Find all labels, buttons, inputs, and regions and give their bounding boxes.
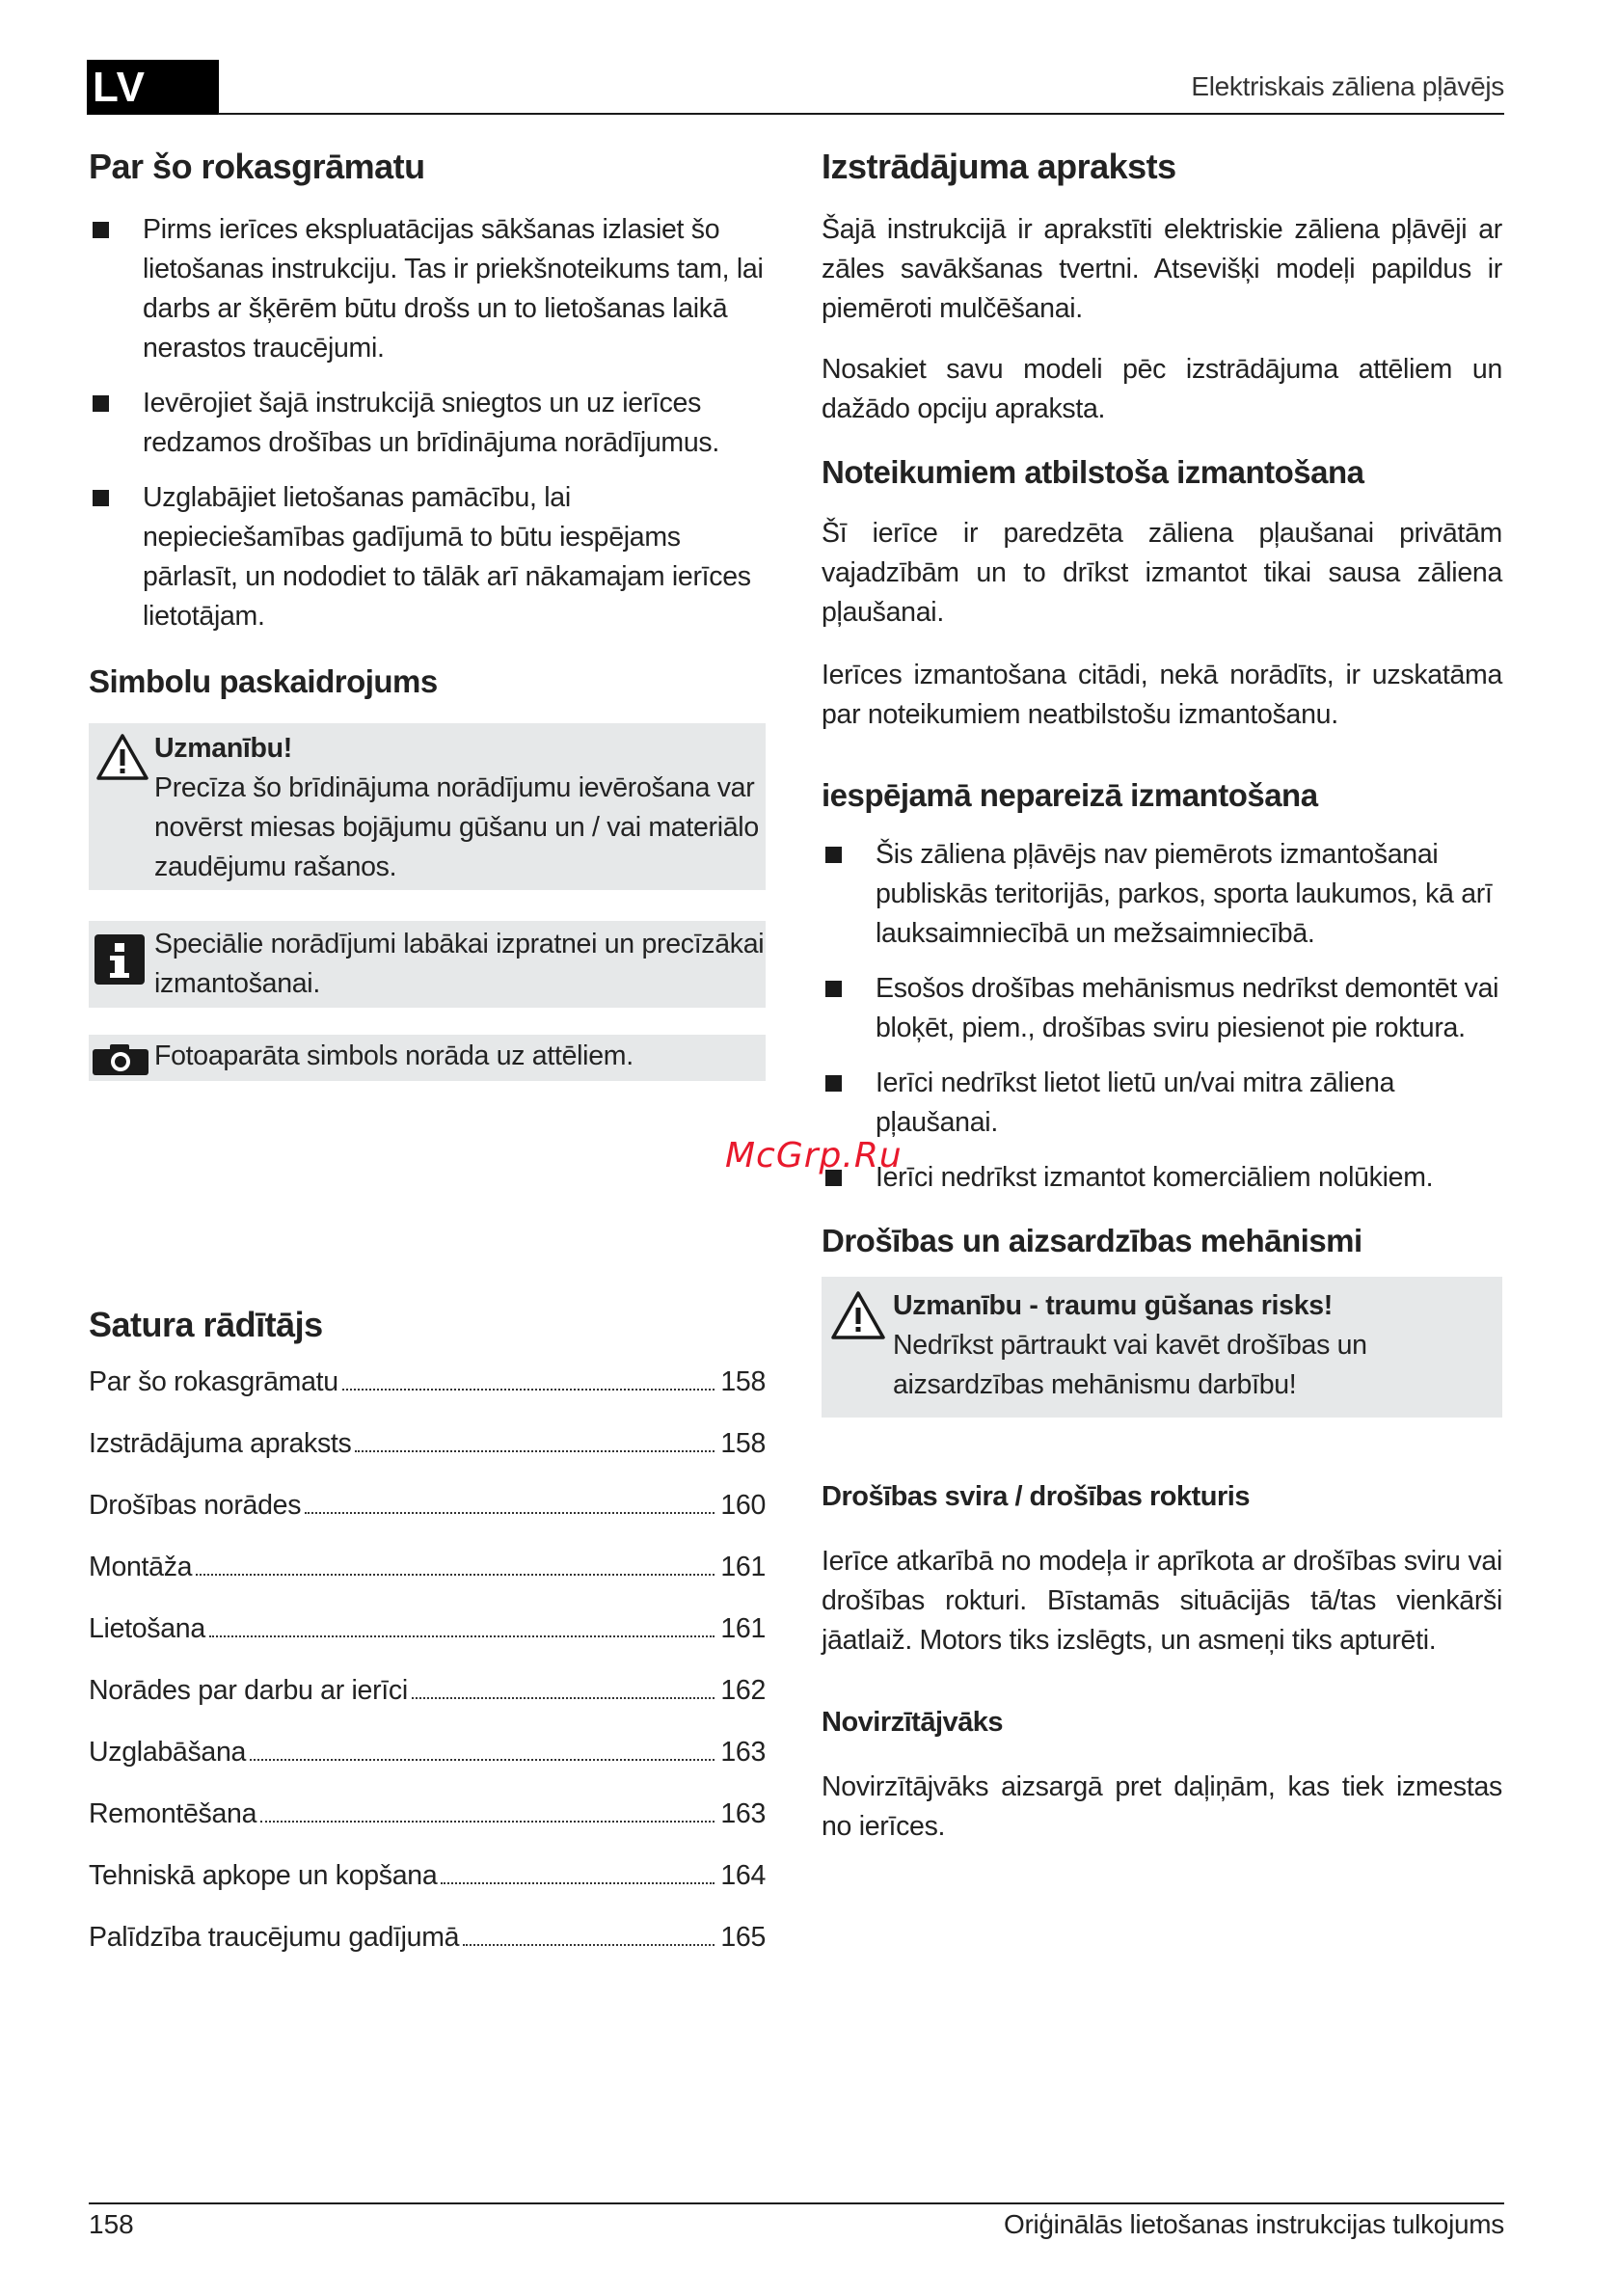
description-heading: Izstrādājuma apraksts [822,147,1176,186]
header-rule [218,113,1504,115]
lever-paragraph: Ierīce atkarībā no modeļa ir aprīkota ar drošības sviru vai drošības rokturi. Bīstamās situācijās tā/tas vienkārši jāatlaiž. Motors tiks izslēgts, un asmeņi tiks apturēti. [822,1546,1502,1656]
list-item: Ierīci nedrīkst izmantot komerciāliem nolūkiem. [822,1158,1502,1198]
about-list [89,210,766,636]
safety-warning-box [822,1277,1502,1418]
toc-leader [209,1635,715,1637]
description-paragraph: Nosakiet savu modeli pēc izstrādājuma attēliem un dažādo opciju apraksta. [822,354,1502,424]
warning-triangle-icon [831,1290,885,1345]
info-box [89,921,766,1008]
bullet-square-icon [825,981,842,997]
warning-text: Precīza šo brīdinājuma norādījumu ievērošana var novērst miesas bojājumu gūšanu un / vai materiālo zaudējumu rašanos. [154,772,759,882]
warning-triangle-icon [96,733,148,786]
footer-rule [89,2202,1504,2204]
intended-use-heading: Noteikumiem atbilstoša izmantošana [822,454,1364,490]
info-icon [94,934,145,989]
warning-box [89,723,766,890]
deflector-paragraph: Novirzītājvāks aizsargā pret daļiņām, kas tiek izmestas no ierīces. [822,1771,1502,1842]
list-item: Ievērojiet šajā instrukcijā sniegtos un uz ierīces redzamos drošības un brīdinājuma norādījumus. [89,384,766,463]
bullet-square-icon [825,1075,842,1092]
about-heading: Par šo rokasgrāmatu [89,147,425,186]
toc-leader [412,1697,715,1699]
bullet-square-icon [93,490,109,506]
description-paragraph: Šajā instrukcijā ir aprakstīti elektriskie zāliena pļāvēji ar zāles savākšanas tvertni. Atsevišķi modeļi papildus ir piemēroti mulčēšanai. [822,214,1502,324]
toc-row[interactable]: Uzglabāšana 163 [89,1737,766,1768]
toc-row[interactable]: Par šo rokasgrāmatu 158 [89,1366,766,1397]
lever-heading: Drošības svira / drošības rokturis [822,1481,1250,1512]
safety-warning-text: Nedrīkst pārtraukt vai kavēt drošības un aizsardzības mehānismu darbību! [893,1330,1367,1400]
footer-title: Oriģinālās lietošanas instrukcijas tulkojums [1003,2209,1504,2239]
intended-use-paragraph: Šī ierīce ir paredzēta zāliena pļaušanai privātām vajadzībām un to drīkst izmantot tikai sausa zāliena pļaušanai. [822,518,1502,628]
toc-leader [260,1821,715,1823]
misuse-heading: iespējamā nepareizā izmantošana [822,777,1318,813]
intended-use-paragraph: Ierīces izmantošana citādi, nekā norādīts, ir uzskatāma par noteikumiem neatbilstošu izmantošanu. [822,660,1502,730]
toc-leader [250,1759,715,1761]
toc-row[interactable]: Izstrādājuma apraksts 158 [89,1428,766,1459]
list-item: Esošos drošības mehānismus nedrīkst demontēt vai bloķēt, piem., drošības sviru piesienot pie roktura. [822,969,1502,1048]
camera-box [89,1035,766,1081]
toc-leader [355,1450,715,1452]
toc-row[interactable]: Montāža 161 [89,1552,766,1582]
symbols-heading: Simbolu paskaidrojums [89,663,438,699]
toc-row[interactable]: Drošības norādes 160 [89,1490,766,1521]
running-header-title: Elektriskais zāliena pļāvējs [1191,71,1504,101]
toc-row[interactable]: Palīdzība traucējumu gadījumā 165 [89,1922,766,1953]
misuse-list [822,835,1502,1198]
safety-heading: Drošības un aizsardzības mehānismi [822,1223,1362,1258]
table-of-contents [89,1366,766,1984]
watermark-text: McGrp.Ru [725,1136,903,1175]
language-badge: LV [87,60,219,115]
toc-row[interactable]: Tehniskā apkope un kopšana 164 [89,1860,766,1891]
deflector-heading: Novirzītājvāks [822,1707,1004,1738]
bullet-square-icon [825,847,842,863]
camera-icon [93,1044,148,1080]
page-number: 158 [89,2209,134,2239]
camera-text: Fotoaparāta simbols norāda uz attēliem. [154,1040,634,1071]
list-item: Ierīci nedrīkst lietot lietū un/vai mitra zāliena pļaušanai. [822,1064,1502,1143]
left-column [89,143,766,1984]
bullet-square-icon [93,222,109,238]
toc-row[interactable]: Norādes par darbu ar ierīci 162 [89,1675,766,1706]
toc-heading: Satura rādītājs [89,1305,323,1344]
toc-leader [305,1512,715,1514]
bullet-square-icon [93,395,109,412]
right-column [822,143,1502,1847]
toc-leader [463,1944,715,1946]
list-item: Pirms ierīces ekspluatācijas sākšanas izlasiet šo lietošanas instrukciju. Tas ir priekšnoteikums tam, lai darbs ar šķērēm būtu drošs un to lietošanas laikā nerastos traucējumi. [89,210,766,368]
safety-warning-title: Uzmanību - traumu gūšanas risks! [893,1290,1334,1321]
list-item: Uzglabājiet lietošanas pamācību, lai nepieciešamības gadījumā to būtu iespējams pārlasīt, un nododiet to tālāk arī nākamajam ierīces lietotājam. [89,478,766,636]
toc-leader [342,1389,715,1391]
toc-leader [441,1882,715,1884]
list-item: Šis zāliena pļāvējs nav piemērots izmantošanai publiskās teritorijās, parkos, sporta laukumos, kā arī lauksaimniecībā un mežsaimniecībā. [822,835,1502,954]
warning-title: Uzmanību! [154,733,292,764]
info-text: Speciālie norādījumi labākai izpratnei un precīzākai izmantošanai. [154,929,765,999]
toc-row[interactable]: Lietošana 161 [89,1613,766,1644]
toc-row[interactable]: Remontēšana 163 [89,1798,766,1829]
toc-leader [196,1574,715,1576]
